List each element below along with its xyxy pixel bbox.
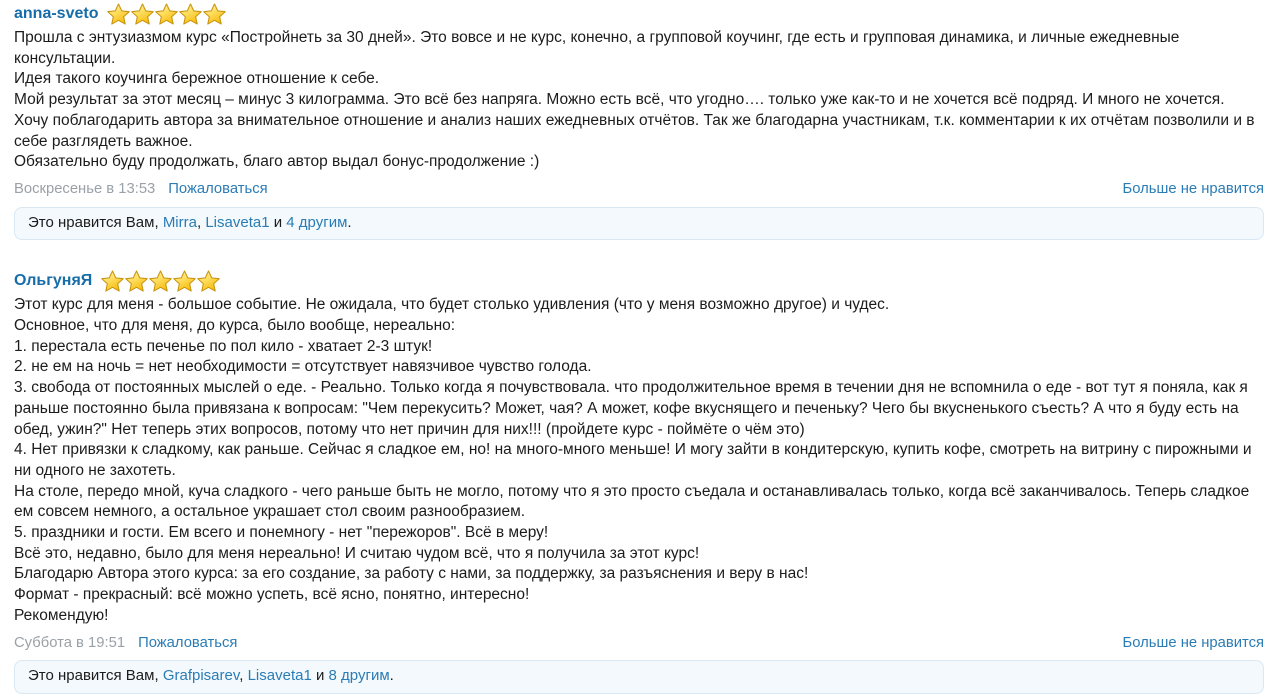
likes-conjunction: и: [273, 213, 283, 231]
review-text: [14, 295, 1264, 626]
review-paragraph: Рекомендую!: [14, 606, 109, 624]
review-paragraph: Основное, что для меня, до курса, было вообще, нереально:: [14, 317, 456, 335]
username-link[interactable]: anna-sveto: [14, 4, 99, 22]
likes-separator: ,: [196, 213, 202, 231]
review-paragraph: Обязательно буду продолжать, благо автор выдал бонус-продолжение :): [14, 153, 540, 171]
star-icon: [155, 3, 178, 25]
review-paragraph: Идея такого коучинга бережное отношение к себе.: [14, 70, 380, 88]
liker-link[interactable]: Lisaveta1: [205, 213, 270, 231]
review-paragraph: 2. не ем на ночь = нет необходимости = отсутствует навязчивое чувство голода.: [14, 358, 592, 376]
review-header: [14, 270, 1264, 292]
review-header: [14, 3, 1264, 25]
review-paragraph: Всё это, недавно, было для меня нереально! И считаю чудом всё, что я получила за этот курс!: [14, 544, 700, 562]
likes-box: [14, 660, 1264, 694]
likes-period: .: [347, 213, 352, 231]
review-paragraph: Мой результат за этот месяц – минус 3 килограмма. Это всё без напряга. Можно есть всё, что угодно…. только уже как-то и не хочется всё подряд. И много не хочется.: [14, 91, 1225, 109]
star-icon: [173, 270, 196, 292]
star-icon: [149, 270, 172, 292]
review-paragraph: Благодарю Автора этого курса: за его создание, за работу с нами, за поддержку, за разъяснения и веру в нас!: [14, 565, 809, 583]
report-link[interactable]: Пожаловаться: [138, 634, 238, 651]
star-icon: [179, 3, 202, 25]
review-date: Воскресенье в 13:53: [14, 180, 156, 197]
star-icon: [197, 270, 220, 292]
unlike-link[interactable]: Больше не нравится: [1122, 180, 1264, 197]
review-paragraph: 4. Нет привязки к сладкому, как раньше. Сейчас я сладкое ем, но! на много-много меньше! И могу зайти в кондитерскую, купить кофе, смотреть на витрину с пирожными и ни одного не захотеть.: [14, 441, 1256, 479]
star-icon: [125, 270, 148, 292]
liker-link[interactable]: Lisaveta1: [247, 667, 312, 685]
review-paragraph: На столе, передо мной, куча сладкого - чего раньше быть не могло, потому что я это просто съедала и останавливалась только, когда всё заканчивалось. Теперь сладкое ем совсем немного, а остальное украшает стол своим разнообразием.: [14, 482, 1254, 521]
likes-prefix: Это нравится Вам,: [28, 667, 159, 685]
review-paragraph: Прошла с энтузиазмом курс «Постройнеть за 30 дней». Это вовсе и не курс, конечно, а групповой коучинг, где есть и групповая динамика, и личные ежедневные консультации.: [14, 29, 1184, 67]
likes-box: [14, 207, 1264, 241]
more-likers-link[interactable]: 8 другим: [328, 667, 390, 685]
liker-link[interactable]: Grafpisarev: [162, 667, 240, 685]
unlike-link[interactable]: Больше не нравится: [1122, 634, 1264, 651]
review-text: [14, 28, 1264, 173]
star-icon: [107, 3, 130, 25]
likes-separator: ,: [239, 667, 244, 685]
star-icon: [101, 270, 124, 292]
review-footer: [14, 179, 1264, 200]
rating-stars: [107, 3, 226, 25]
star-icon: [131, 3, 154, 25]
report-link[interactable]: Пожаловаться: [168, 180, 268, 197]
review-paragraph: Этот курс для меня - большое событие. Не ожидала, что будет столько удивления (что у меня возможно другое) и чудес.: [14, 296, 890, 314]
username-link[interactable]: ОльгуняЯ: [14, 271, 93, 289]
review-paragraph: Хочу поблагодарить автора за внимательное отношение и анализ наших ежедневных отчётов. Так же благодарна участникам, т.к. комментарии к их отчётам позволили и в себе разглядеть важное.: [14, 111, 1259, 150]
star-icon: [203, 3, 226, 25]
review: [14, 270, 1264, 694]
liker-link[interactable]: Mirra: [162, 213, 197, 231]
review-paragraph: 3. свобода от постоянных мыслей о еде. - Реально. Только когда я почувствовала. что продолжительное время в течении дня не вспомнила о еде - вот тут я поняла, как я раньше постоянно была привязана к вопросам: "Чем перекусить? Может, чая? А может, кофе вкуснящего и печеньку? Чего бы вкусненького съесть? А что я буду есть на обед, ужин?" Нет теперь этих вопросов, потому что нет причин для них!!! (пройдете курс - поймёте о чём это): [14, 379, 1253, 438]
review-paragraph: Формат - прекрасный: всё можно успеть, всё ясно, понятно, интересно!: [14, 586, 530, 604]
rating-stars: [101, 270, 220, 292]
likes-prefix: Это нравится Вам,: [28, 213, 159, 231]
review-footer: [14, 633, 1264, 654]
review: [14, 3, 1264, 240]
review-date: Суббота в 19:51: [14, 634, 126, 651]
likes-conjunction: и: [315, 667, 325, 685]
review-paragraph: 5. праздники и гости. Ем всего и понемногу - нет "пережоров". Всё в меру!: [14, 524, 549, 542]
more-likers-link[interactable]: 4 другим: [286, 213, 348, 231]
likes-period: .: [389, 667, 394, 685]
review-paragraph: 1. перестала есть печенье по пол кило - хватает 2-3 штук!: [14, 337, 433, 355]
